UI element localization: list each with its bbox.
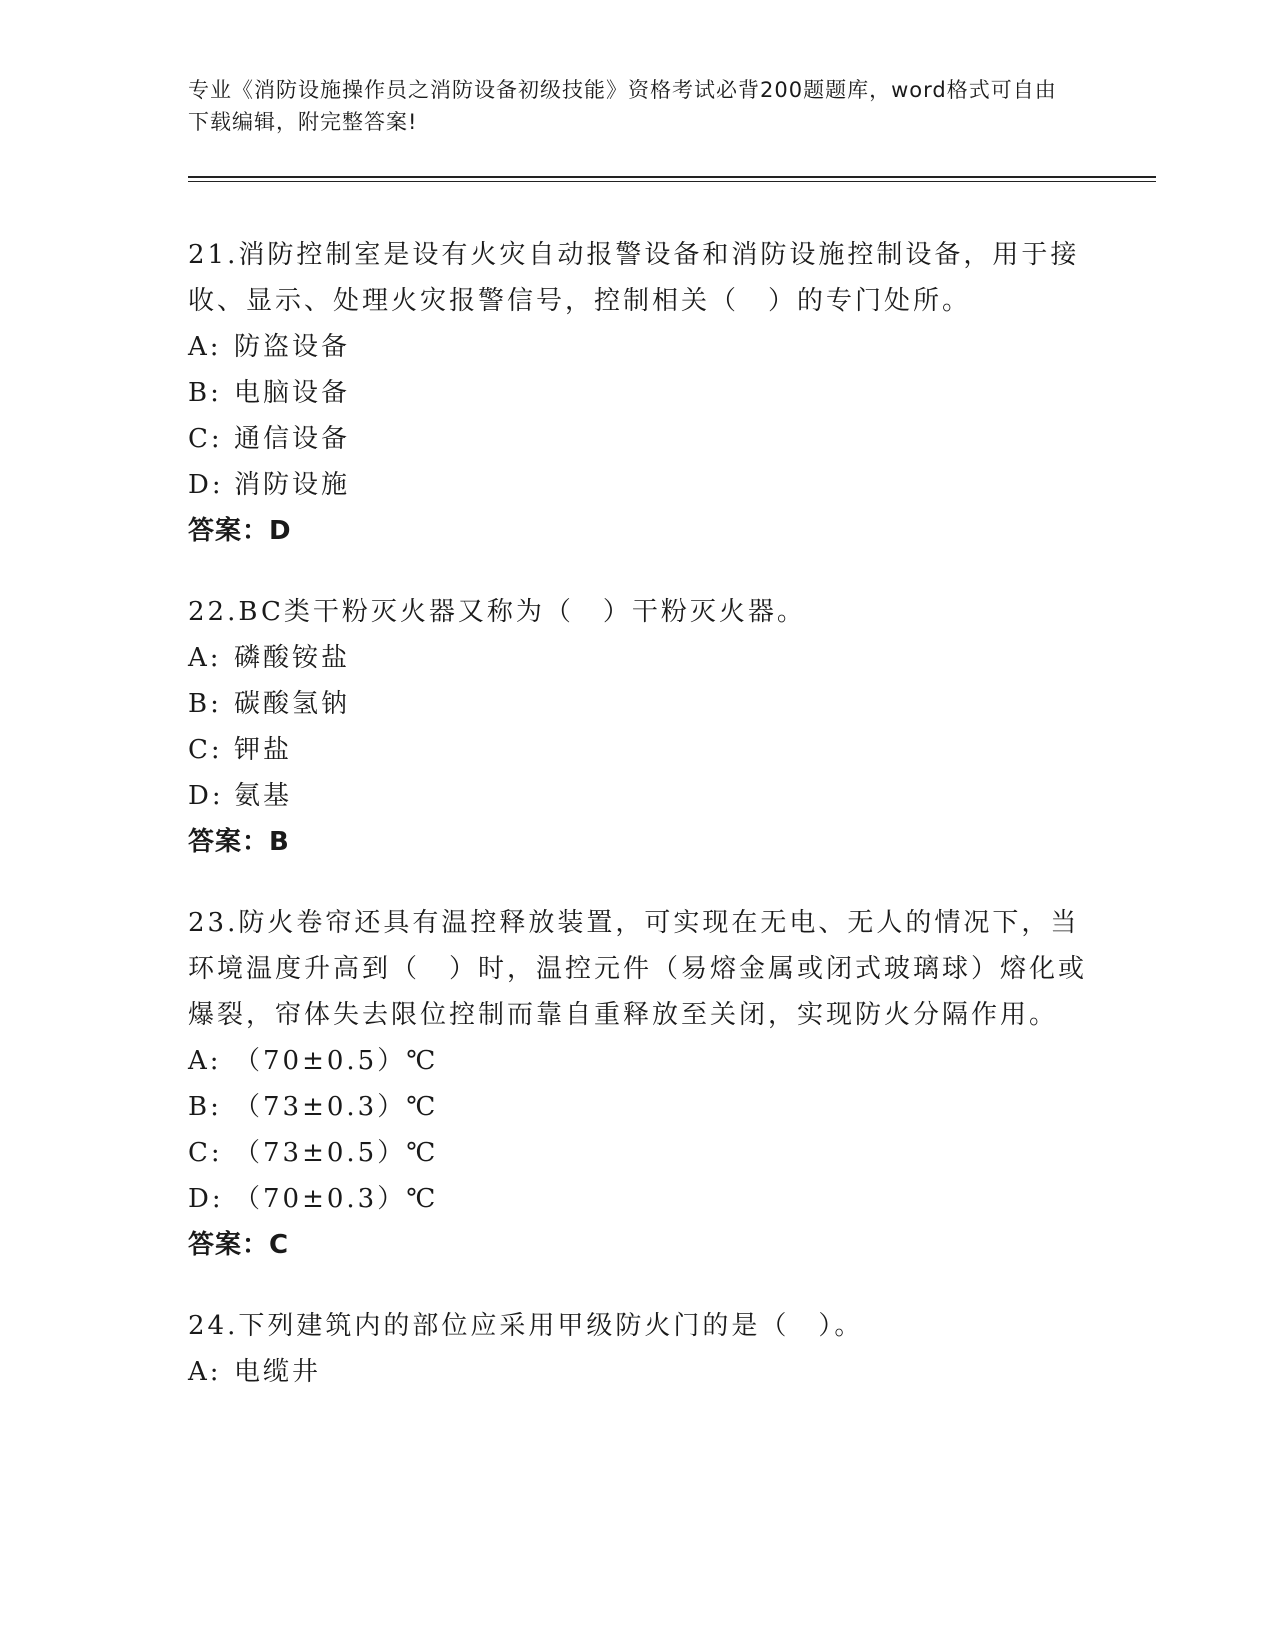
option-d [188,1176,1088,1222]
question-23 [188,900,1088,1268]
option-d [188,773,1088,819]
option-text: 电脑设备 [234,378,351,408]
option-text: 通信设备 [234,424,351,454]
header-divider-thick [188,176,1156,178]
option-key: B: [188,1092,222,1122]
question-text: 22.BC类干粉灭火器又称为（ ）干粉灭火器。 [188,597,806,627]
option-key: D: [188,781,224,811]
option-a [188,635,1088,681]
question-21 [188,232,1088,554]
option-key: A: [188,643,222,673]
option-b [188,681,1088,727]
option-key: C: [188,735,223,765]
option-key: D: [188,470,224,500]
option-c [188,1130,1088,1176]
option-a [188,1038,1088,1084]
answer-line: 答案：D [188,516,292,546]
document-header: 专业《消防设施操作员之消防设备初级技能》资格考试必背200题题库，word格式可自由下载编辑，附完整答案! [188,78,1057,134]
answer-line: 答案：B [188,827,290,857]
question-text: 23.防火卷帘还具有温控释放装置，可实现在无电、无人的情况下，当环境温度升高到（ ）时，温控元件（易熔金属或闭式玻璃球）熔化或爆裂，帘体失去限位控制而靠自重释放至关闭，实现防火分隔作用。 [188,908,1088,1030]
option-c [188,727,1088,773]
option-c [188,416,1088,462]
option-b [188,370,1088,416]
option-text: 电缆井 [234,1357,322,1387]
option-key: A: [188,1357,222,1387]
option-key: C: [188,1138,223,1168]
option-text: 磷酸铵盐 [234,643,351,673]
answer-line: 答案：C [188,1230,290,1260]
option-text: （70±0.3）℃ [234,1184,439,1214]
option-text: 防盗设备 [234,332,351,362]
question-text: 24.下列建筑内的部位应采用甲级防火门的是（ ）。 [188,1311,864,1341]
option-a [188,324,1088,370]
question-22 [188,589,1088,865]
option-a [188,1349,1088,1395]
option-d [188,462,1088,508]
option-text: （73±0.5）℃ [234,1138,439,1168]
option-key: B: [188,378,222,408]
option-text: （73±0.3）℃ [234,1092,439,1122]
option-key: A: [188,1046,222,1076]
option-text: 钾盐 [234,735,293,765]
option-text: 消防设施 [234,470,351,500]
option-key: C: [188,424,223,454]
option-key: A: [188,332,222,362]
header-divider-thin [188,181,1156,182]
option-key: D: [188,1184,224,1214]
option-b [188,1084,1088,1130]
option-text: 氨基 [234,781,293,811]
option-key: B: [188,689,222,719]
option-text: 碳酸氢钠 [234,689,351,719]
option-text: （70±0.5）℃ [234,1046,439,1076]
question-text: 21.消防控制室是设有火灾自动报警设备和消防设施控制设备，用于接收、显示、处理火灾报警信号，控制相关（ ）的专门处所。 [188,240,1080,316]
question-24 [188,1303,1088,1395]
question-list [188,232,1088,1430]
